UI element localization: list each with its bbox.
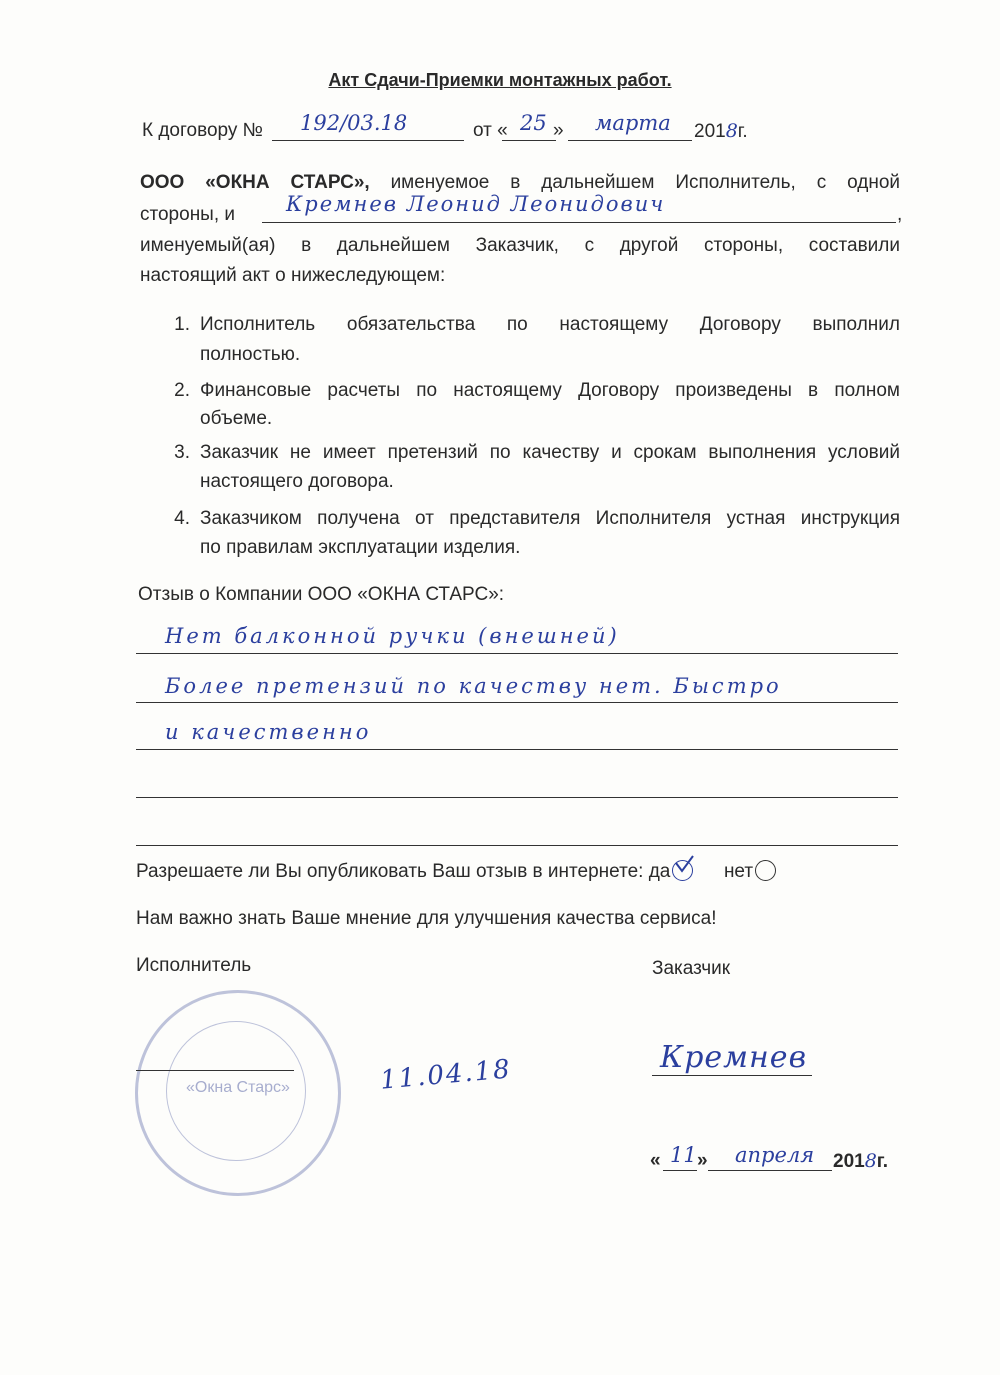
intro-line-2-prefix: стороны, и [140,204,236,225]
intro-line-1 [140,172,900,194]
company-name: ООО «ОКНА СТАРС», [140,172,370,193]
publish-no-label: нет [723,861,754,882]
contract-month-line [568,140,692,141]
item-4-line-1: Заказчиком получена от представителя Исполнителя устная инструкция [200,508,900,529]
item-3-number: 3. [174,442,190,463]
item-1-line-1: Исполнитель обязательства по настоящему Договору выполнил [200,314,900,335]
checkmark-icon [673,855,695,877]
item-2-line-2: объеме. [200,408,273,429]
item-2-number: 2. [174,380,190,401]
important-note: Нам важно знать Ваше мнение для улучшения качества сервиса! [136,908,717,929]
sign-date-year [833,1150,888,1173]
sign-date-year-handwritten: 8 [864,1150,877,1172]
publish-yes-radio[interactable] [672,860,693,881]
sign-date-close-quote: » [697,1150,708,1171]
contract-from-label: от « [473,120,508,141]
sign-date-open-quote: « [650,1150,661,1171]
item-3-line-2: настоящего договора. [200,471,394,492]
sign-date-day-line [663,1170,697,1171]
intro-line-2-suffix: , [897,204,903,225]
review-rule-4 [136,797,898,798]
contract-number-handwritten: 192/03.18 [300,111,408,135]
customer-name-line [262,222,896,223]
review-label: Отзыв о Компании ООО «ОКНА СТАРС»: [138,584,505,605]
intro-line-3: именуемый(ая) в дальнейшем Заказчик, с другой стороны, составили [140,235,900,256]
review-rule-5 [136,845,898,846]
publish-row [136,860,776,883]
stamp-text: «Окна Старс» [186,1079,290,1096]
customer-label: Заказчик [652,958,731,979]
intro-line-1-rest: именуемое в дальнейшем Исполнитель, с одной [369,172,900,193]
review-line-1-handwritten: Нет балконной ручки (внешней) [165,624,620,648]
contract-year-prefix: 201 [694,121,726,142]
handwritten-date: 11.04.18 [378,1054,513,1096]
review-rule-2 [136,702,898,703]
executor-signature-line [136,1070,294,1071]
customer-signature: Кремнев [660,1040,808,1075]
publish-no-radio[interactable] [755,860,776,881]
review-line-2-handwritten: Более претензий по качеству нет. Быстро [165,674,782,698]
item-4-number: 4. [174,508,190,529]
sign-date-day-handwritten: 11 [670,1143,697,1167]
publish-yes-label: да [648,861,671,882]
sign-date-year-suffix: г. [876,1151,889,1172]
contract-close-quote: » [553,120,564,141]
sign-date-year-prefix: 201 [833,1151,865,1172]
contract-number-line [272,140,464,141]
contract-month-handwritten: марта [595,111,671,135]
item-2-line-1: Финансовые расчеты по настоящему Договору произведены в полном [200,380,900,401]
review-line-3-handwritten: и качественно [165,720,372,744]
review-rule-3 [136,749,898,750]
contract-year-suffix: г. [737,121,748,142]
intro-line-4: настоящий акт о нижеследующем: [140,265,446,286]
contract-day-line [502,140,556,141]
document-title: Акт Сдачи-Приемки монтажных работ. [328,70,672,90]
review-rule-1 [136,653,898,654]
item-3-line-1: Заказчик не имеет претензий по качеству и срокам выполнения условий [200,442,900,463]
contract-year-handwritten: 8 [725,120,738,142]
contract-year [694,120,748,143]
item-1-line-2: полностью. [200,344,301,365]
item-1-number: 1. [174,314,190,335]
sign-date-month-handwritten: апреля [735,1143,815,1167]
item-4-line-2: по правилам эксплуатации изделия. [200,537,521,558]
company-stamp [135,990,341,1196]
sign-date-month-line [708,1170,832,1171]
contract-day-handwritten: 25 [520,111,547,135]
executor-label: Исполнитель [136,955,252,976]
customer-name-handwritten: Кремнев Леонид Леонидович [286,192,666,216]
customer-signature-line [652,1075,812,1076]
contract-label: К договору № [142,120,264,141]
publish-question: Разрешаете ли Вы опубликовать Ваш отзыв в интернете: [136,861,644,882]
